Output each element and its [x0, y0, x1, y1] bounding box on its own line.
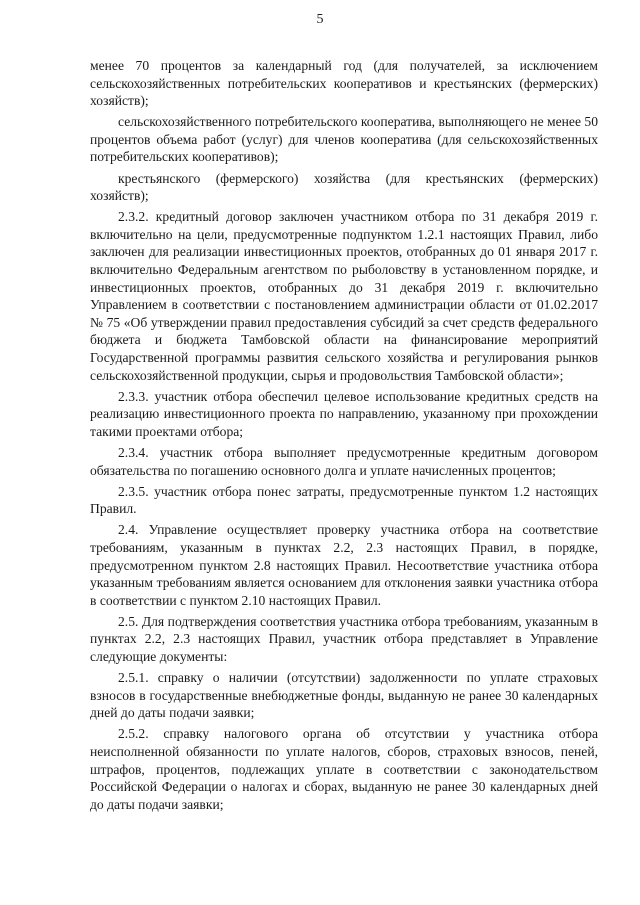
paragraph: 2.3.2. кредитный договор заключен участником отбора по 31 декабря 2019 г. включительно на цели, предусмотренные подпунктом 1.2.1 настоящих Правил, либо заключен для реализации инвестиционных проектов, отобранных до 01 января 2017 г. включительно Федеральным агентством по рыболовству в установленном порядке, и инвестиционных проектов, отобранных до 31 декабря 2019 г. включительно Управлением в соответствии с постановлением администрации области от 01.02.2017 № 75 «Об утверждении правил предоставления субсидий за счет средств федерального бюджета и бюджета Тамбовской области на финансирование мероприятий Государственной программы развития сельского хозяйства и регулирования рынков сельскохозяйственной продукции, сырья и продовольствия Тамбовской области»;: [90, 209, 598, 383]
paragraph: менее 70 процентов за календарный год (для получателей, за исключением сельскохозяйственных потребительских кооперативов и крестьянских (фермерских) хозяйств);: [90, 58, 598, 109]
page-number: 5: [316, 12, 324, 27]
document-body: [90, 57, 598, 817]
paragraph: крестьянского (фермерского) хозяйства (для крестьянских (фермерских) хозяйств);: [90, 170, 598, 204]
paragraph: 2.3.4. участник отбора выполняет предусмотренные кредитным договором обязательства по погашению основного долга и уплате начисленных процентов;: [90, 444, 598, 478]
paragraph: 2.5.2. справку налогового органа об отсутствии у участника отбора неисполненной обязанности по уплате налогов, сборов, страховых взносов, пеней, штрафов, процентов, подлежащих уплате в соответствии с законодательством Российской Федерации о налогах и сборах, выданную не ранее 30 календарных дней до даты подачи заявки;: [90, 726, 598, 812]
paragraph: 2.3.3. участник отбора обеспечил целевое использование кредитных средств на реализацию инвестиционного проекта по направлению, указанному при прохождении такими проектами отбора;: [90, 388, 598, 439]
paragraph: 2.5.1. справку о наличии (отсутствии) задолженности по уплате страховых взносов в государственные внебюджетные фонды, выданную не ранее 30 календарных дней до даты подачи заявки;: [90, 670, 598, 721]
paragraph: сельскохозяйственного потребительского кооператива, выполняющего не менее 50 процентов объема работ (услуг) для членов кооператива (для сельскохозяйственных потребительских кооперативов);: [90, 114, 598, 165]
paragraph: 2.4. Управление осуществляет проверку участника отбора на соответствие требованиям, указанным в пунктах 2.2, 2.3 настоящих Правил, в порядке, предусмотренном пунктом 2.8 настоящих Правил. Несоответствие участника отбора указанным требованиям является основанием для отклонения заявки участника отбора в соответствии с пунктом 2.10 настоящих Правил.: [90, 522, 598, 608]
paragraph: 2.5. Для подтверждения соответствия участника отбора требованиям, указанным в пунктах 2.2, 2.3 настоящих Правил, участник отбора представляет в Управление следующие документы:: [90, 613, 598, 664]
paragraph: 2.3.5. участник отбора понес затраты, предусмотренные пунктом 1.2 настоящих Правил.: [90, 483, 598, 517]
